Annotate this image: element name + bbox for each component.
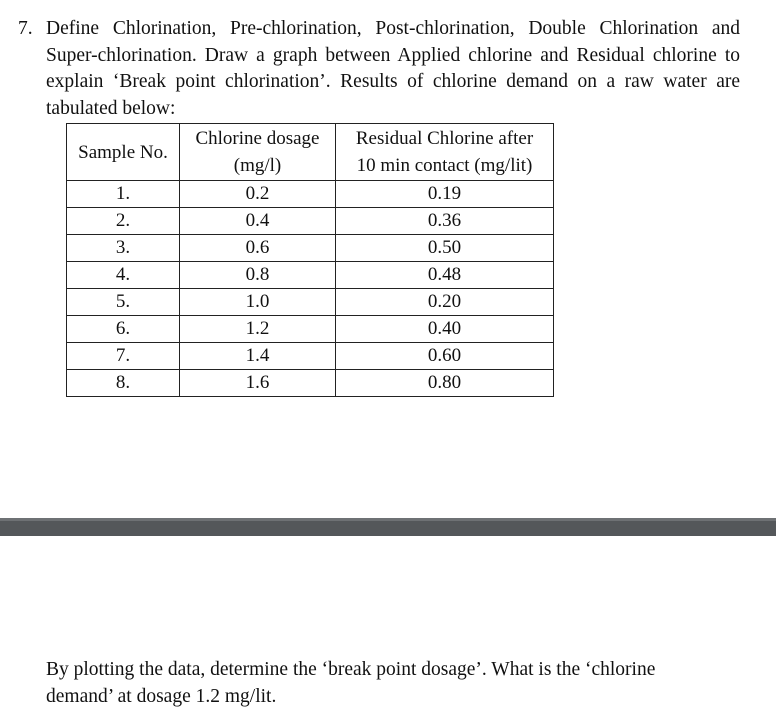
header-residual-chlorine: Residual Chlorine after 10 min contact (mg/lit) — [336, 124, 554, 181]
table-row — [67, 343, 554, 370]
sample-cell: 7. — [67, 343, 180, 370]
divider-highlight — [0, 518, 776, 521]
table-header-row — [67, 124, 554, 181]
dosage-cell: 1.2 — [180, 316, 336, 343]
residual-cell: 0.19 — [336, 181, 554, 208]
sample-cell: 6. — [67, 316, 180, 343]
sample-cell: 8. — [67, 370, 180, 397]
question-text: Define Chlorination, Pre-chlorination, Post-chlorination, Double Chlorination and Super-chlorination. Draw a graph between Applied chlorine and Residual chlorine to explain ‘Break point chlorination’. Results of chlorine demand on a raw water are tabulated below: — [46, 18, 740, 119]
residual-cell: 0.50 — [336, 235, 554, 262]
chlorine-demand-table — [66, 123, 554, 397]
question-number: 7. — [18, 18, 33, 39]
table-row — [67, 235, 554, 262]
sample-cell: 1. — [67, 181, 180, 208]
follow-up-question — [46, 656, 746, 710]
dosage-cell: 0.4 — [180, 208, 336, 235]
residual-cell: 0.48 — [336, 262, 554, 289]
table-row — [67, 181, 554, 208]
follow-up-line-2: demand’ at dosage 1.2 mg/lit. — [46, 686, 277, 707]
sample-cell: 2. — [67, 208, 180, 235]
table-row — [67, 316, 554, 343]
residual-cell: 0.60 — [336, 343, 554, 370]
dosage-cell: 1.6 — [180, 370, 336, 397]
sample-cell: 5. — [67, 289, 180, 316]
table-row — [67, 262, 554, 289]
section-divider — [0, 518, 776, 536]
follow-up-line-1: By plotting the data, determine the ‘break point dosage’. What is the ‘chlorine — [46, 659, 656, 680]
residual-cell: 0.80 — [336, 370, 554, 397]
header-sample-no: Sample No. — [67, 124, 180, 181]
header-chlorine-dosage: Chlorine dosage (mg/l) — [180, 124, 336, 181]
residual-cell: 0.20 — [336, 289, 554, 316]
table-row — [67, 370, 554, 397]
residual-cell: 0.36 — [336, 208, 554, 235]
dosage-cell: 1.0 — [180, 289, 336, 316]
dosage-cell: 1.4 — [180, 343, 336, 370]
sample-cell: 3. — [67, 235, 180, 262]
sample-cell: 4. — [67, 262, 180, 289]
dosage-cell: 0.6 — [180, 235, 336, 262]
question-block — [18, 16, 740, 122]
table-row — [67, 289, 554, 316]
table-row — [67, 208, 554, 235]
residual-cell: 0.40 — [336, 316, 554, 343]
dosage-cell: 0.2 — [180, 181, 336, 208]
dosage-cell: 0.8 — [180, 262, 336, 289]
